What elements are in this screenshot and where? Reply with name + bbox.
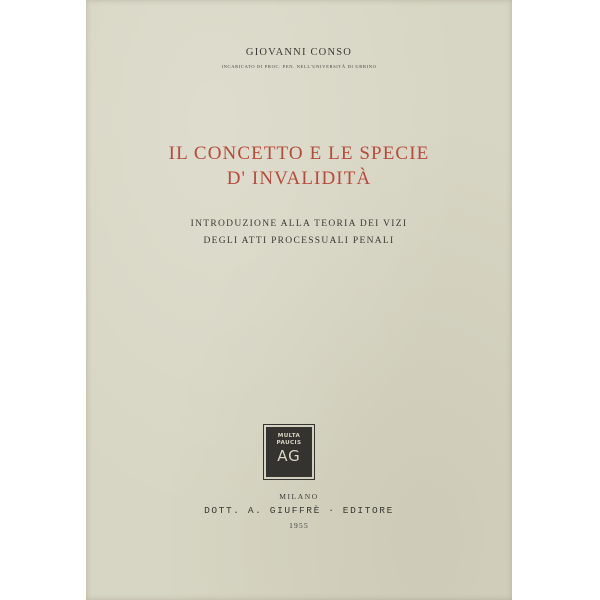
imprint-city: MILANO xyxy=(279,492,319,501)
logo-motto xyxy=(268,433,310,446)
publisher-logo xyxy=(266,427,312,477)
imprint-publisher: DOTT. A. GIUFFRÈ · EDITORE xyxy=(204,505,394,516)
book-title-line-2: D' INVALIDITÀ xyxy=(226,168,372,189)
logo-motto-line-1: MULTA xyxy=(277,433,301,439)
logo-motto-line-2: PAUCIS xyxy=(276,439,302,446)
author-affiliation: INCARICATO DI PROC. PEN. NELL'UNIVERSITÀ DI URBINO xyxy=(221,64,377,69)
book-cover xyxy=(86,0,512,600)
logo-initials: AG xyxy=(277,447,301,465)
book-subtitle-line-2: DEGLI ATTI PROCESSUALI PENALI xyxy=(203,236,395,246)
book-title-line-1: IL CONCETTO E LE SPECIE xyxy=(168,143,430,164)
author-name: GIOVANNI CONSO xyxy=(245,47,353,58)
book-subtitle-line-1: INTRODUZIONE ALLA TEORIA DEI VIZI xyxy=(190,219,408,229)
imprint-year: 1955 xyxy=(289,521,309,530)
